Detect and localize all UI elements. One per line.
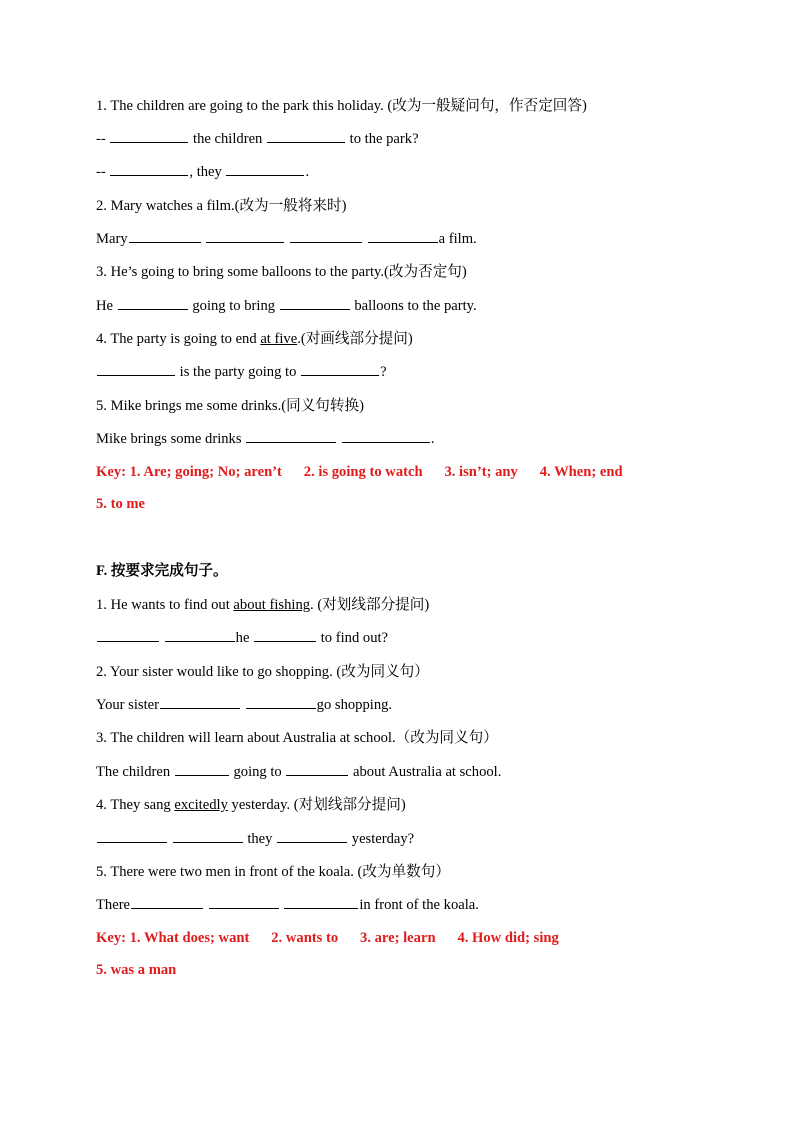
- e-q4-answer-line: [96, 362, 760, 382]
- f-q1-text: he: [235, 630, 250, 646]
- answer-blank[interactable]: [110, 162, 188, 176]
- f-q4-text: yesterday. (对划线部分提问): [231, 797, 406, 813]
- f-answer-key-cont: 5. was a man: [96, 962, 177, 978]
- e-q3-prompt: 3. He’s going to bring some balloons to the party.(改为否定句): [96, 264, 467, 280]
- f-q1-text: 1. He wants to find out: [96, 597, 230, 613]
- e-q5-answer-line: [96, 429, 760, 449]
- answer-blank[interactable]: [209, 895, 279, 909]
- e-q4-text: 4. The party is going to end: [96, 331, 257, 347]
- f-q2-prompt: 2. Your sister would like to go shopping. (改为同义句）: [96, 664, 429, 680]
- e-answer-key-cont: 5. to me: [96, 496, 146, 512]
- e-q2-text: a film.: [438, 231, 477, 247]
- e-q3-text: going to bring: [192, 298, 276, 314]
- e-q1-dash: --: [96, 164, 106, 180]
- f-answer-key: Key: 1. What does; want 2. wants to 3. are; learn 4. How did; sing: [96, 930, 559, 946]
- f-q5-answer-line: [96, 895, 760, 915]
- f-q4-underlined: excitedly: [174, 797, 228, 813]
- e-q1-prompt: 1. The children are going to the park this holiday. (改为一般疑问句，作否定回答): [96, 98, 587, 114]
- f-q3-prompt: 3. The children will learn about Australia at school.（改为同义句）: [96, 730, 498, 746]
- f-q3-text: about Australia at school.: [353, 764, 502, 780]
- e-q1-dash: --: [96, 131, 106, 147]
- e-q1-text: , they: [189, 164, 222, 180]
- answer-blank[interactable]: [129, 229, 201, 243]
- answer-blank[interactable]: [284, 895, 358, 909]
- e-q5-prompt: 5. Mike brings me some drinks.(同义句转换): [96, 398, 364, 414]
- f-q1-prompt: [96, 595, 760, 615]
- e-q2-prompt: 2. Mary watches a film.(改为一般将来时): [96, 198, 347, 214]
- answer-blank[interactable]: [226, 162, 304, 176]
- e-answer-key: Key: 1. Are; going; No; aren’t 2. is going to watch 3. isn’t; any 4. When; end: [96, 464, 623, 480]
- f-q1-underlined: about fishing: [233, 597, 311, 613]
- e-q3-text: He: [96, 298, 114, 314]
- f-q4-prompt: [96, 795, 760, 815]
- answer-blank[interactable]: [342, 429, 430, 443]
- answer-blank[interactable]: [290, 229, 362, 243]
- answer-blank[interactable]: [118, 296, 188, 310]
- e-q2-answer-line: [96, 229, 760, 249]
- f-q3-text: going to: [233, 764, 282, 780]
- f-q1-text: to find out?: [320, 630, 389, 646]
- e-q1-answer-line-2: [96, 162, 760, 182]
- answer-blank[interactable]: [97, 628, 159, 642]
- answer-blank[interactable]: [97, 829, 167, 843]
- f-q1-text: . (对划线部分提问): [310, 597, 430, 613]
- answer-blank[interactable]: [246, 695, 316, 709]
- e-q3-text: balloons to the party.: [354, 298, 477, 314]
- answer-blank[interactable]: [131, 895, 203, 909]
- answer-blank[interactable]: [165, 628, 235, 642]
- answer-blank[interactable]: [286, 762, 348, 776]
- e-q1-text: the children: [193, 131, 263, 147]
- answer-blank[interactable]: [173, 829, 243, 843]
- e-q1-text: .: [305, 164, 310, 180]
- e-q1-text: to the park?: [349, 131, 419, 147]
- answer-blank[interactable]: [175, 762, 229, 776]
- f-q2-text: Your sister: [96, 697, 159, 713]
- e-q4-text: .(对画线部分提问): [297, 331, 413, 347]
- section-f-heading: F. 按要求完成句子。: [96, 563, 228, 579]
- f-q1-answer-line: [96, 628, 760, 648]
- f-q4-text: 4. They sang: [96, 797, 171, 813]
- answer-blank[interactable]: [277, 829, 347, 843]
- answer-blank[interactable]: [280, 296, 350, 310]
- e-q4-underlined: at five: [260, 331, 298, 347]
- e-q5-text: Mike brings some drinks: [96, 431, 242, 447]
- f-q5-text: There: [96, 897, 131, 913]
- answer-blank[interactable]: [254, 628, 316, 642]
- answer-blank[interactable]: [368, 229, 438, 243]
- e-q4-text: is the party going to: [179, 364, 297, 380]
- f-q5-text: in front of the koala.: [359, 897, 479, 913]
- f-q5-prompt: 5. There were two men in front of the koala. (改为单数句）: [96, 864, 450, 880]
- e-q4-text: ?: [380, 364, 387, 380]
- answer-blank[interactable]: [110, 129, 188, 143]
- f-q4-answer-line: [96, 829, 760, 849]
- e-q1-answer-line-1: [96, 129, 760, 149]
- e-q5-text: .: [430, 431, 435, 447]
- f-q3-text: The children: [96, 764, 171, 780]
- answer-blank[interactable]: [267, 129, 345, 143]
- e-q4-prompt: [96, 329, 760, 349]
- f-q4-text: they: [247, 831, 273, 847]
- f-q2-answer-line: [96, 695, 760, 715]
- answer-blank[interactable]: [160, 695, 240, 709]
- f-q3-answer-line: [96, 762, 760, 782]
- answer-blank[interactable]: [301, 362, 379, 376]
- f-q4-text: yesterday?: [351, 831, 415, 847]
- e-q3-answer-line: [96, 296, 760, 316]
- f-q2-text: go shopping.: [316, 697, 393, 713]
- answer-blank[interactable]: [246, 429, 336, 443]
- e-q2-text: Mary: [96, 231, 128, 247]
- answer-blank[interactable]: [97, 362, 175, 376]
- answer-blank[interactable]: [206, 229, 284, 243]
